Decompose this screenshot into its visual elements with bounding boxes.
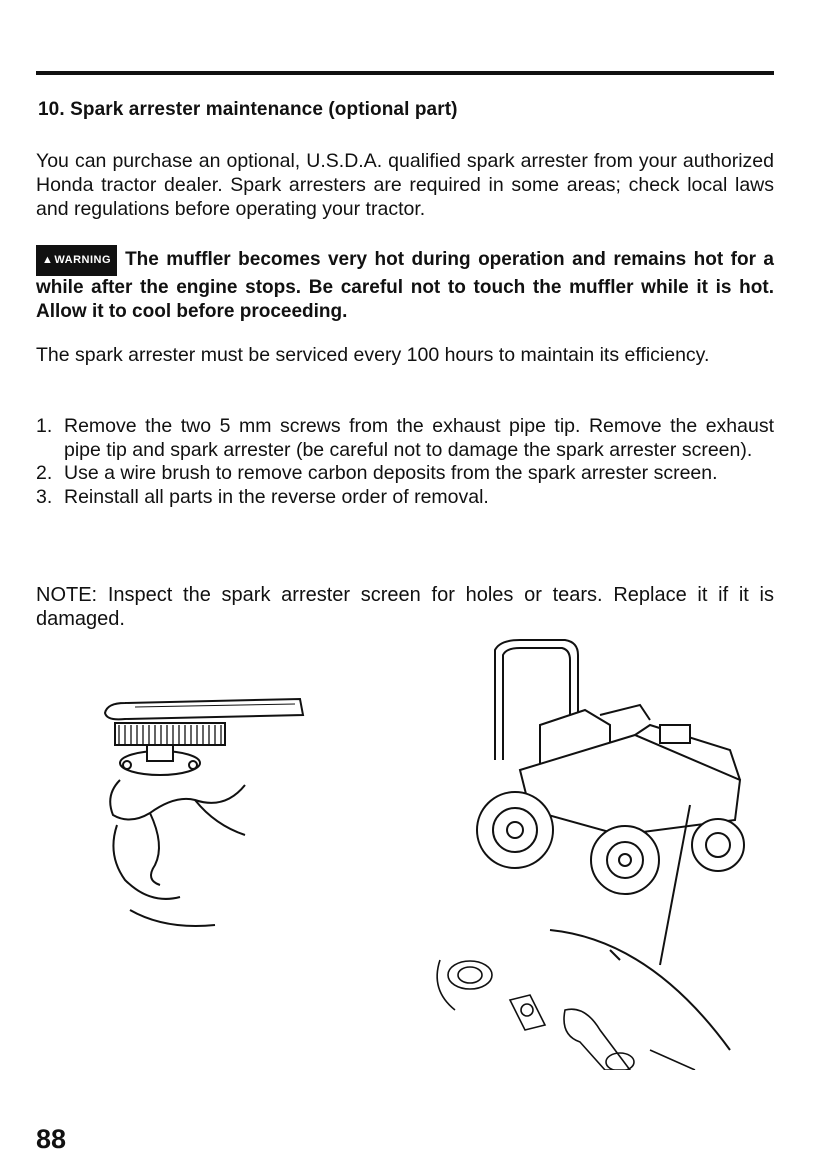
step-number: 1. bbox=[36, 415, 53, 437]
service-interval-paragraph: The spark arrester must be serviced every 100 hours to maintain its efficiency. bbox=[36, 344, 710, 366]
section-heading: 10. Spark arrester maintenance (optional part) bbox=[38, 99, 458, 120]
step-item bbox=[36, 415, 774, 462]
top-rule bbox=[36, 71, 774, 75]
step-text: Remove the two 5 mm screws from the exhaust pipe tip. Remove the exhaust pipe tip and spark arrester (be careful not to damage the spark arrester screen). bbox=[64, 415, 774, 461]
procedure-steps bbox=[36, 415, 774, 509]
step-text: Use a wire brush to remove carbon deposits from the spark arrester screen. bbox=[64, 462, 718, 484]
wire-brush-illustration bbox=[95, 685, 315, 945]
warning-badge-label: WARNING bbox=[54, 254, 112, 266]
step-text: Reinstall all parts in the reverse order of removal. bbox=[64, 485, 489, 508]
page-number: 88 bbox=[36, 1124, 67, 1154]
warning-text: The muffler becomes very hot during operation and remains hot for a while after the engine stops. Be careful not to touch the muffler while it is hot. Allow it to cool before proceeding. bbox=[36, 249, 774, 322]
step-item bbox=[36, 462, 774, 486]
step-number: 2. bbox=[36, 462, 53, 484]
tractor-exhaust-illustration bbox=[400, 630, 760, 1070]
step-number: 3. bbox=[36, 485, 53, 508]
warning-badge bbox=[36, 245, 117, 276]
warning-block bbox=[36, 245, 774, 324]
note-paragraph: NOTE: Inspect the spark arrester screen for holes or tears. Replace it if it is damaged. bbox=[36, 584, 774, 630]
step-item bbox=[36, 486, 774, 510]
warning-triangle-icon: ▲ bbox=[42, 254, 54, 266]
intro-paragraph: You can purchase an optional, U.S.D.A. qualified spark arrester from your authorized Honda tractor dealer. Spark arresters are required in some areas; check local laws and regulations before operating your tractor. bbox=[36, 150, 774, 220]
